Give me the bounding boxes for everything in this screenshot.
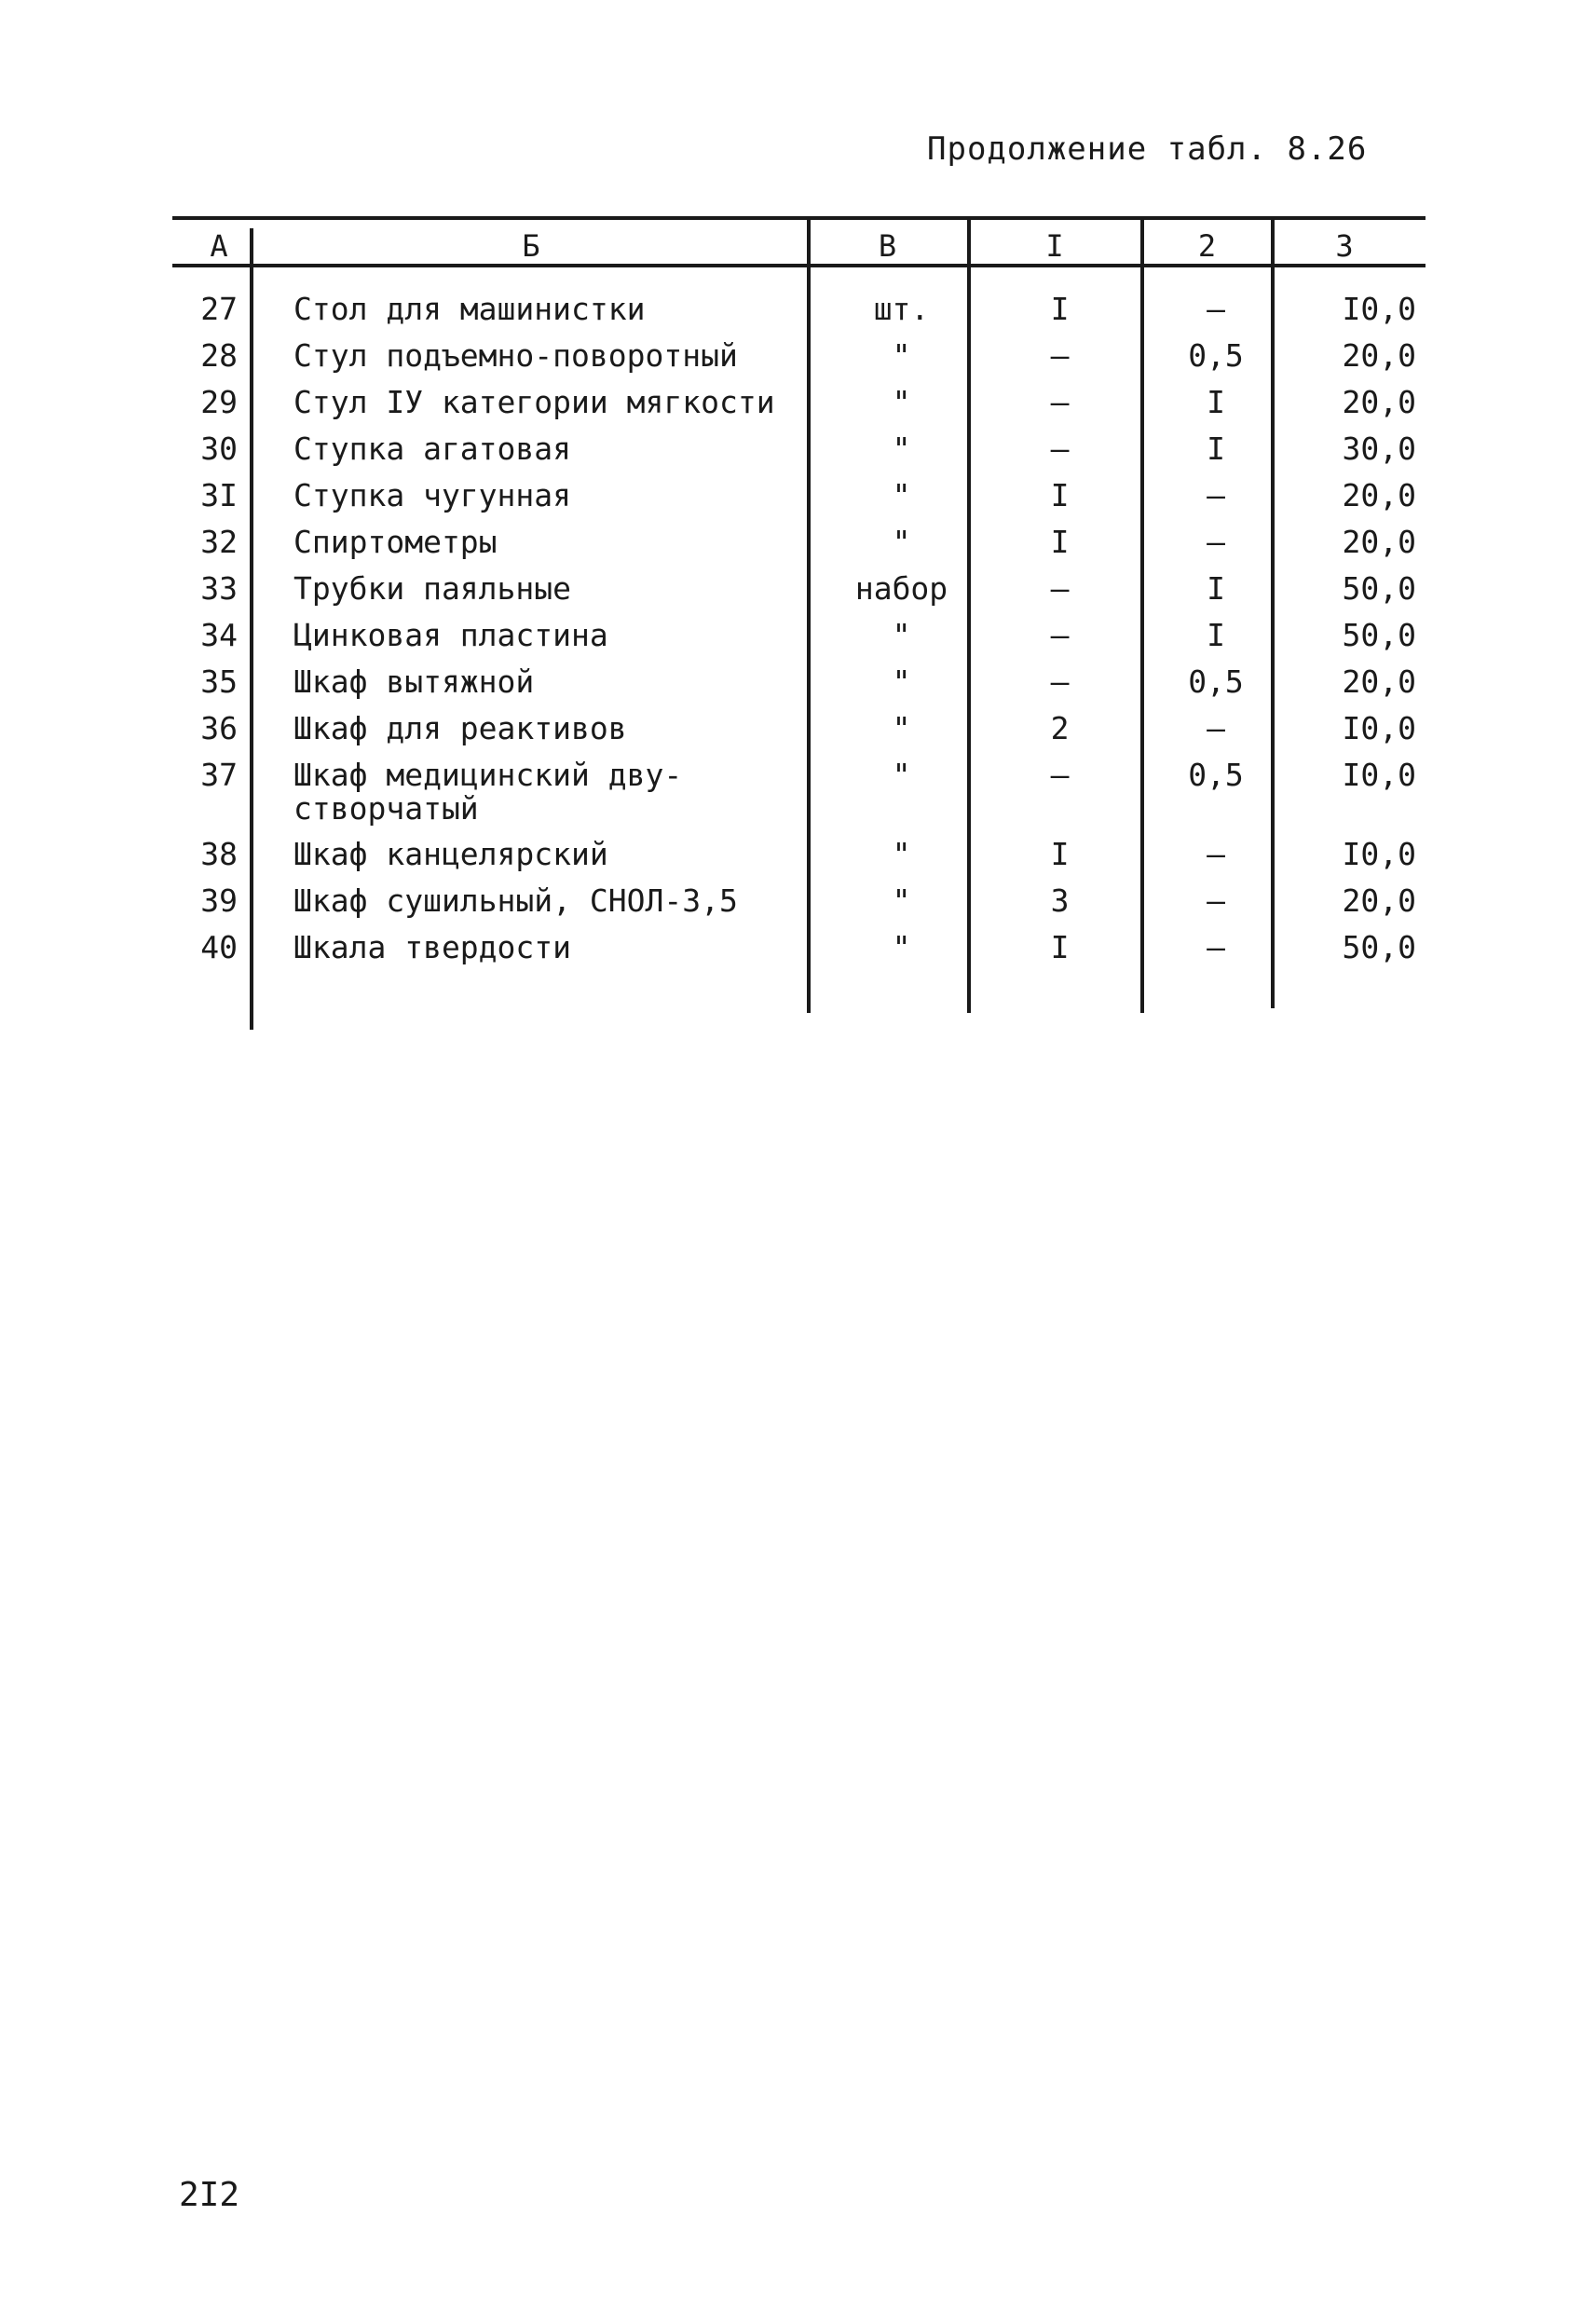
quantity-col-1: – — [1050, 663, 1070, 700]
quantity-col-1: I — [1050, 477, 1070, 513]
quantity-col-3: 20,0 — [1342, 663, 1416, 700]
quantity-col-3: 20,0 — [1342, 524, 1416, 560]
header-bottom-rule — [172, 264, 1425, 267]
row-number: 40 — [200, 929, 238, 965]
table-row — [0, 618, 1596, 664]
unit: набор — [854, 570, 948, 607]
table-row — [0, 292, 1596, 338]
unit: " — [892, 882, 911, 919]
quantity-col-2: I — [1207, 617, 1225, 653]
quantity-col-2: – — [1207, 710, 1225, 746]
quantity-col-1: I — [1050, 291, 1070, 327]
quantity-col-2: 0,5 — [1188, 337, 1244, 374]
row-number: 27 — [200, 291, 238, 327]
header-cell: 3 — [1335, 228, 1354, 264]
quantity-col-3: I0,0 — [1342, 710, 1416, 746]
table-row — [0, 837, 1596, 883]
quantity-col-1: – — [1050, 384, 1070, 420]
quantity-col-3: 50,0 — [1342, 929, 1416, 965]
row-number: 35 — [200, 663, 238, 700]
item-name: Ступка агатовая — [293, 431, 572, 467]
quantity-col-3: 30,0 — [1342, 431, 1416, 467]
quantity-col-3: 20,0 — [1342, 477, 1416, 513]
table-row — [0, 930, 1596, 977]
quantity-col-3: I0,0 — [1342, 836, 1416, 872]
quantity-col-1: – — [1050, 570, 1070, 607]
table-row — [0, 478, 1596, 525]
item-name: Шкала твердости — [293, 929, 572, 965]
unit: " — [892, 663, 911, 700]
header-cell: А — [210, 228, 228, 264]
quantity-col-1: – — [1050, 431, 1070, 467]
header-cell: 2 — [1197, 228, 1217, 264]
quantity-col-1: I — [1050, 929, 1070, 965]
quantity-col-3: 50,0 — [1342, 617, 1416, 653]
quantity-col-2: 0,5 — [1188, 757, 1244, 793]
unit: " — [892, 929, 911, 965]
row-number: 29 — [200, 384, 238, 420]
row-number: 28 — [200, 337, 238, 374]
item-name: Трубки паяльные — [293, 570, 572, 607]
table-row — [0, 385, 1596, 431]
row-number: 39 — [200, 882, 238, 919]
table-row — [0, 664, 1596, 711]
quantity-col-2: – — [1207, 882, 1225, 919]
table-row — [0, 883, 1596, 930]
quantity-col-2: – — [1207, 291, 1225, 327]
unit: " — [892, 524, 911, 560]
table-row — [0, 571, 1596, 618]
row-number: 33 — [200, 570, 238, 607]
unit: " — [892, 757, 911, 793]
header-cell: I — [1045, 228, 1064, 264]
quantity-col-2: I — [1207, 384, 1225, 420]
table-row — [0, 338, 1596, 385]
quantity-col-2: – — [1207, 477, 1225, 513]
quantity-col-1: I — [1050, 524, 1070, 560]
quantity-col-2: – — [1207, 929, 1225, 965]
unit: " — [892, 384, 911, 420]
table-row — [0, 431, 1596, 478]
table-row — [0, 525, 1596, 571]
page-number: 2I2 — [179, 2176, 240, 2214]
quantity-col-3: 20,0 — [1342, 337, 1416, 374]
quantity-col-2: – — [1207, 836, 1225, 872]
unit: " — [892, 836, 911, 872]
quantity-col-2: – — [1207, 524, 1225, 560]
row-number: 30 — [200, 431, 238, 467]
row-number: 32 — [200, 524, 238, 560]
item-name-continuation: створчатый — [293, 790, 479, 827]
quantity-col-2: I — [1207, 431, 1225, 467]
item-name: Стул IУ категории мягкости — [293, 384, 775, 420]
unit: " — [892, 617, 911, 653]
quantity-col-3: I0,0 — [1342, 757, 1416, 793]
table-row — [0, 711, 1596, 758]
item-name: Шкаф для реактивов — [293, 710, 627, 746]
quantity-col-3: 20,0 — [1342, 384, 1416, 420]
item-name: Шкаф медицинский дву- — [293, 757, 683, 793]
unit: " — [892, 337, 911, 374]
quantity-col-1: – — [1050, 757, 1070, 793]
unit: " — [892, 431, 911, 467]
row-number: 36 — [200, 710, 238, 746]
quantity-col-1: 3 — [1050, 882, 1070, 919]
row-number: 34 — [200, 617, 238, 653]
item-name: Стул подъемно-поворотный — [293, 337, 738, 374]
row-number: 3I — [200, 477, 238, 513]
row-number: 38 — [200, 836, 238, 872]
quantity-col-1: – — [1050, 617, 1070, 653]
header-cell: В — [878, 228, 897, 264]
quantity-col-1: 2 — [1050, 710, 1070, 746]
table-top-rule — [172, 216, 1425, 220]
item-name: Шкаф вытяжной — [293, 663, 535, 700]
row-number: 37 — [200, 757, 238, 793]
quantity-col-3: I0,0 — [1342, 291, 1416, 327]
quantity-col-2: 0,5 — [1188, 663, 1244, 700]
item-name: Ступка чугунная — [293, 477, 572, 513]
quantity-col-1: I — [1050, 836, 1070, 872]
item-name: Шкаф канцелярский — [293, 836, 608, 872]
table-row — [0, 758, 1596, 832]
unit: " — [892, 477, 911, 513]
unit: " — [892, 710, 911, 746]
quantity-col-1: – — [1050, 337, 1070, 374]
item-name: Спиртометры — [293, 524, 498, 560]
unit: шт. — [873, 291, 930, 327]
item-name: Шкаф сушильный, СНОЛ-3,5 — [293, 882, 738, 919]
item-name: Цинковая пластина — [293, 617, 608, 653]
header-cell: Б — [522, 228, 540, 264]
table-caption: Продолжение табл. 8.26 — [927, 130, 1368, 168]
quantity-col-2: I — [1207, 570, 1225, 607]
item-name: Стол для машинистки — [293, 291, 646, 327]
quantity-col-3: 50,0 — [1342, 570, 1416, 607]
quantity-col-3: 20,0 — [1342, 882, 1416, 919]
